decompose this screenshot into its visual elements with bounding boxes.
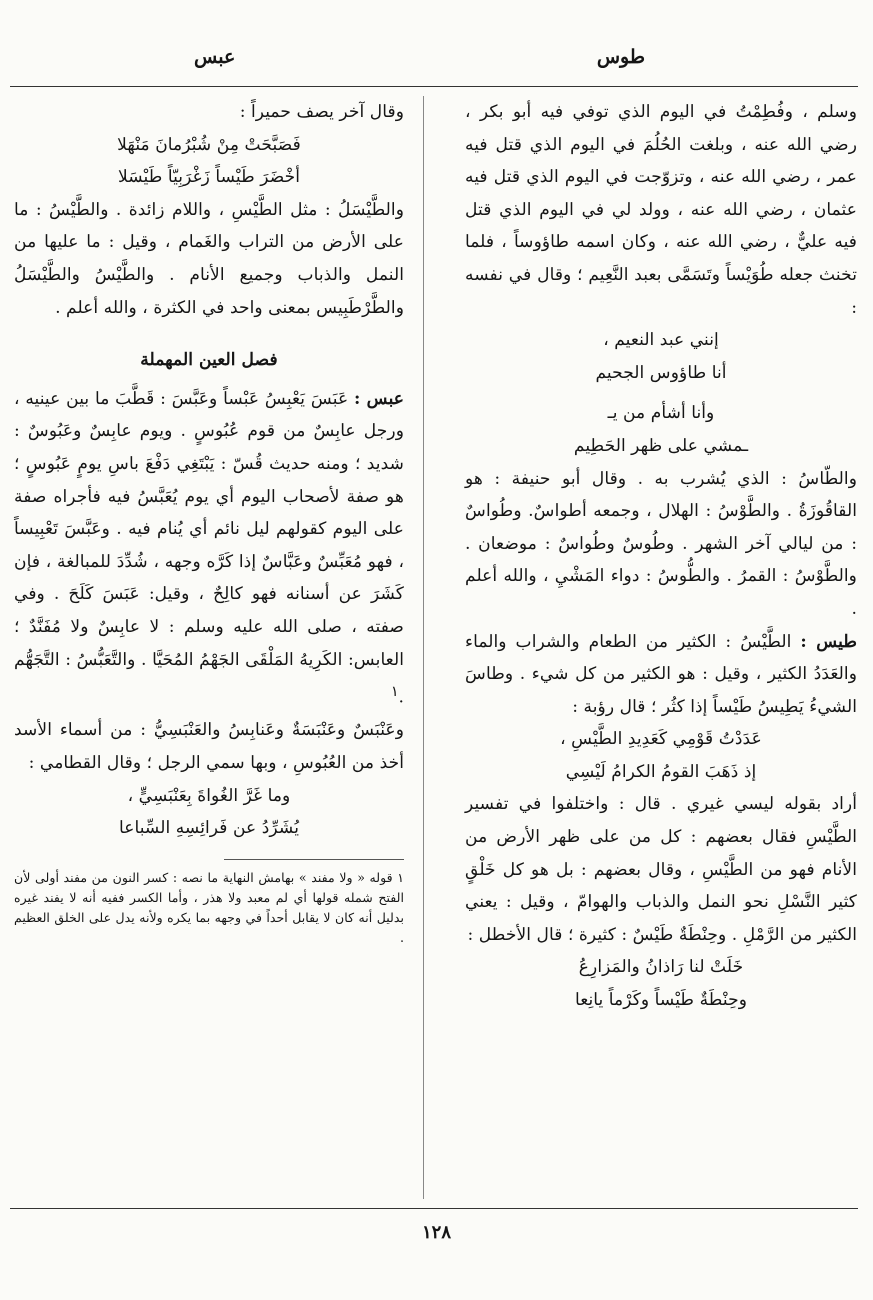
- entry-tys-text: الطَّيْسُ : الكثير من الطعام والشراب والماء والعَدَدُ الكثير ، وقيل : هو الكثير من كل شيء . وطاسَ الشيءُ يَطِيسُ طَيْساً إذا كثُر ؛ قال رؤبة :: [465, 631, 857, 717]
- right-paragraph-4: أراد بقوله ليسي غيري . قال : واختلفوا في تفسير الطَّيْسِ فقال بعضهم : كل من على ظهر الأرض من الأنام فهو من الطَّيْسِ ، وقال بعضهم : بل هو كل خَلْقٍ كثير النَّسْلِ نحو النمل والذباب والهوامّ ، وقيل : يعني الكثير من الرَّمْلِ . وحِنْطَةٌ طَيْسٌ : كثيرة ؛ قال الأخطل :: [465, 794, 857, 945]
- verse-line: وحِنْطَةٌ طَيْساً وكَرْماً يانِعا: [575, 990, 747, 1011]
- running-head-right: طوس: [596, 46, 645, 68]
- left-column: [14, 96, 404, 948]
- verse-line: ـمشي على ظهر الحَطِيم: [573, 435, 749, 456]
- verse-line: خَلَتْ لنا رَاذانُ والمَزارِعُ: [578, 957, 744, 978]
- footer-rule: [10, 1208, 858, 1209]
- footnote-marker: ١: [390, 684, 399, 701]
- running-head-left: عبس: [194, 46, 236, 68]
- section-heading: فصل العين المهملة: [140, 350, 278, 371]
- entry-tys: [465, 626, 857, 724]
- left-paragraph-1: وقال آخر يصف حميراً :: [239, 102, 404, 122]
- right-paragraph-1: وسلم ، وفُطِمْتُ في اليوم الذي توفي فيه أبو بكر ، رضي الله عنه ، وبلغت الحُلُمَ في اليوم الذي قتل فيه عمر ، رضي الله عنه ، وتزوّجت في اليوم الذي قتل فيه عثمان ، رضي الله عنه ، وولد لي في اليوم الذي قتل فيه عليٌّ ، رضي الله عنه ، وكان اسمه طاؤوساً ، فلما تخنث جعله طُوَيْساً وتَسَمَّى بعبد النَّعِيم ؛ وقال في نفسه :: [465, 102, 857, 318]
- left-paragraph-2: والطَّيْسَلُ : مثل الطَّيْسِ ، واللام زائدة . والطَّيْسُ : ما على الأرض من التراب والغَمام ، وقيل : ما عليها من النمل والذباب وجميع الأنام . والطَّيْسُ والطَّيْسَلُ والطَّرْطَبِيس بمعنى واحد في الكثرة ، والله أعلم .: [14, 199, 404, 318]
- page-number: ١٢٨: [421, 1222, 451, 1243]
- column-divider: [423, 96, 424, 1199]
- verse-line: فَصَبَّحَتْ مِنْ شُبْرُمانَ مَنْهَلا: [117, 134, 301, 155]
- left-paragraph-4: وعَنْبَسٌ وعَنْبَسَةٌ وعَنابِسُ والعَنْبَسِيُّ : من أسماء الأسد أخذ من العُبُوسِ ، وبها سمي الرجل ؛ وقال القطامي :: [14, 720, 404, 774]
- verse-line: أنا طاؤوس الجحيم: [595, 362, 727, 383]
- verse-line: أخْضَرَ طَيْساً زَغْرَبِيّاً طَيْسَلا: [117, 167, 301, 188]
- headword-abs: عبس :: [354, 388, 405, 409]
- footnote: ١ قوله « ولا مفند » بهامش النهاية ما نصه : كسر النون من مفند أولى لأن الفتح شمله قولها أي لم معبد ولا هذر ، وأما الكسر ففيه أنه لا يفند غيره بدليل أنه كان لا يقابل أحداً في وجهه بما يكره ولأنه يدل على الخلق العظيم .: [14, 869, 404, 945]
- verse-line: عَدَدْتُ قَوْمِي كَعَدِيدِ الطَّيْسِ ،: [560, 729, 762, 750]
- headword-tys: طيس :: [800, 631, 858, 652]
- entry-abs: [14, 383, 404, 715]
- header-rule: [10, 86, 858, 87]
- verse-line: وما غَرَّ الغُواةَ بِعَنْبَسِيٍّ ،: [127, 785, 291, 806]
- verse-line: وأنا أشأم من يـ: [607, 403, 715, 424]
- verse-line: يُشَرِّدُ عن فَرائِسِهِ السِّباعا: [118, 818, 300, 839]
- right-column: [465, 96, 857, 1017]
- verse-line: إذ ذَهَبَ القومُ الكرامُ لَيْسِي: [565, 761, 757, 782]
- right-paragraph-2: والطّاسُ : الذي يُشرب به . وقال أبو حنيفة : هو القاقُوزَةُ . والطَّوْسُ : الهلال ، وجمعه أطواسٌ. وطُواسٌ : من ليالي آخر الشهر . وطُوسٌ وطُواسٌ : موضعان . والطَّوْسُ : القمرُ . والطُّوسُ : دواء المَشْيِ ، والله أعلم .: [465, 468, 857, 619]
- verse-line: إنني عبد النعيم ،: [603, 330, 719, 351]
- entry-abs-text: عَبَسَ يَعْبِسُ عَبْساً وعَبَّسَ : قَطَّبَ ما بين عينيه ، ورجل عابِسٌ من قوم عُبُوسٍ . ويوم عابِسٌ وعَبُوسٌ : شديد ؛ ومنه حديث قُسّ : يَبْتَغِي دَفْعَ باسِ يومٍ عَبُوسٍ ؛ هو صفة لأصحاب اليوم أي يوم يُعَبَّسُ فيه فأجراه صفة على اليوم كقولهم ليل نائم أي يُنام فيه . وعَبَّسَ تَعْبِيساً ، فهو مُعَبِّسٌ وعَبَّاسٌ إذا كَرَّه وجهه ، شُدِّدَ للمبالغة ، فإن كَشَرَ عن أسنانه فهو كالِحٌ ، وقيل: عَبَسَ كَلَحَ . وفي صفته ، صلى الله عليه وسلم : لا عابِسٌ ولا مُفَنَّدٌ ؛ العابس: الكَرِيهُ المَلْقَى الجَهْمُ المُحَيَّا . والتَّعَبُّسُ : التَّجَهُّم .: [14, 388, 404, 708]
- footnote-rule: [224, 859, 404, 860]
